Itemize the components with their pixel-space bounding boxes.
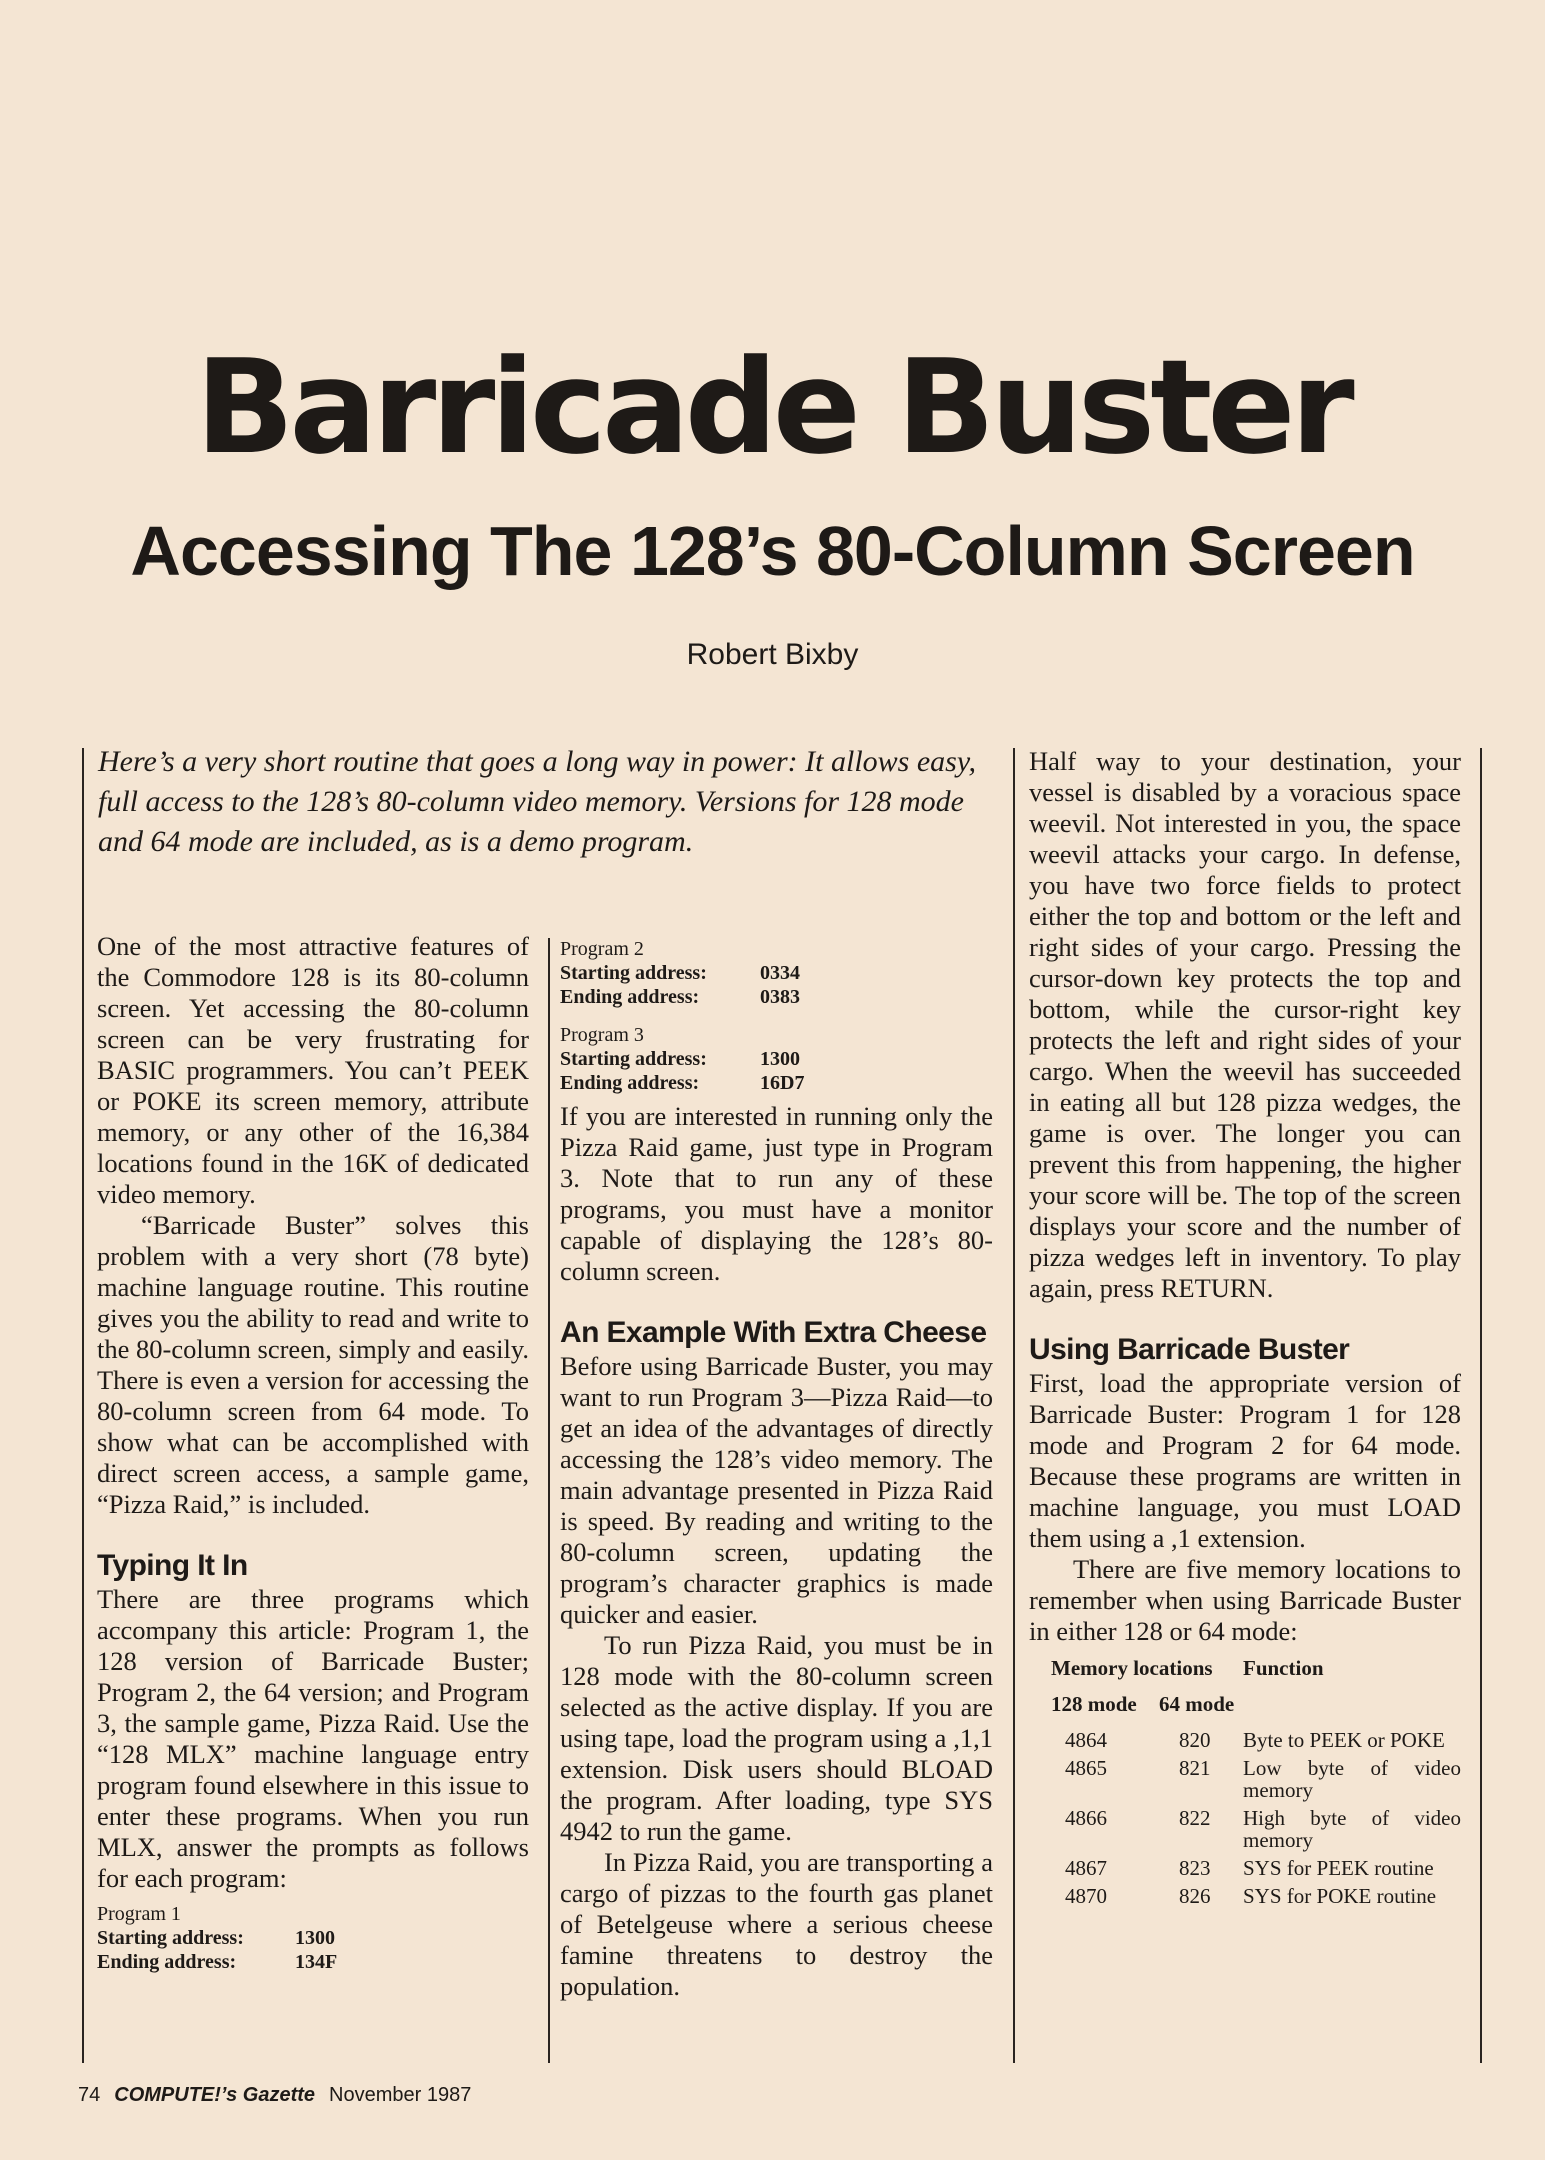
article-subtitle: Accessing The 128’s 80-Column Screen [130, 512, 1415, 590]
section-heading: Typing It In [97, 1549, 248, 1582]
program-1-info [97, 1902, 529, 1974]
far-right-rule [1480, 748, 1482, 2063]
cell-function: SYS for POKE routine [1243, 1884, 1437, 1908]
header-128-mode: 128 mode [1051, 1692, 1137, 1716]
cell-64: 821 [1179, 1756, 1211, 1780]
end-address: 0383 [760, 986, 800, 1008]
author-byline: Robert Bixby [686, 638, 859, 671]
end-label: Ending address: [560, 1072, 700, 1094]
cell-128: 4865 [1065, 1756, 1107, 1780]
start-label: Starting address: [97, 1927, 244, 1949]
start-label: Starting address: [560, 962, 707, 984]
article-title: Barricade Buster [195, 331, 1350, 483]
start-address: 1300 [295, 1927, 335, 1949]
cell-64: 823 [1179, 1856, 1211, 1880]
intro-deck: Here’s a very short routine that goes a long way in power: It allows easy, full access to the 128’s 80-column video memory. Versions for 128 mode and 64 mode are included, as is a demo program. [98, 745, 976, 858]
program-name: Program 2 [560, 938, 644, 960]
end-label: Ending address: [560, 986, 700, 1008]
paragraph: There are three programs which accompany this article: Program 1, the 128 version of Barricade Buster; Program 2, the 64 version; and Program 3, the sample game, Pizza Raid. Use the “128 MLX” machine language entry program found elsewhere in this issue to enter these programs. When you run MLX, answer the prompts as follows for each program: [97, 1584, 529, 1893]
program-3-info [560, 1023, 993, 1095]
start-address: 1300 [760, 1048, 800, 1070]
cell-64: 820 [1179, 1728, 1211, 1752]
end-address: 16D7 [760, 1072, 805, 1094]
program-name: Program 1 [97, 1903, 181, 1925]
cell-128: 4867 [1065, 1856, 1107, 1880]
cell-64: 826 [1179, 1884, 1211, 1908]
center-rule [548, 938, 550, 2063]
left-rule [82, 748, 84, 2063]
section-heading: Using Barricade Buster [1029, 1333, 1350, 1366]
column-1 [97, 931, 529, 1974]
end-label: Ending address: [97, 1951, 237, 1973]
header-64-mode: 64 mode [1159, 1692, 1235, 1716]
paragraph: To run Pizza Raid, you must be in 128 mode with the 80-column screen selected as the active display. If you are using tape, load the program using a ,1,1 extension. Disk users should BLOAD the program. After loading, type SYS 4942 to run the game. [560, 1630, 993, 1846]
paragraph: In Pizza Raid, you are transporting a cargo of pizzas to the fourth gas planet of Betelgeuse where a serious cheese famine threatens to destroy the population. [560, 1847, 993, 2001]
header-memory-locations: Memory locations [1051, 1656, 1213, 1680]
paragraph: There are five memory locations to remember when using Barricade Buster in either 128 or 64 mode: [1029, 1554, 1461, 1646]
end-address: 134F [295, 1951, 338, 1973]
cell-128: 4870 [1065, 1884, 1107, 1908]
table-row [1051, 1757, 1461, 1807]
table-row [1051, 1807, 1461, 1857]
header-function: Function [1243, 1656, 1324, 1680]
cell-function: SYS for PEEK routine [1243, 1856, 1434, 1880]
memory-locations-table [1051, 1657, 1461, 1913]
cell-function: Low byte of video memory [1243, 1756, 1461, 1802]
cell-128: 4866 [1065, 1806, 1107, 1830]
table-row [1051, 1885, 1461, 1913]
magazine-name: COMPUTE!’s Gazette [114, 2084, 316, 2106]
cell-128: 4864 [1065, 1728, 1107, 1752]
paragraph: Before using Barricade Buster, you may want to run Program 3—Pizza Raid—to get an idea of the advantages of directly accessing the 128’s video memory. The main advantage presented in Pizza Raid is speed. By reading and writing to the 80-column screen, updating the program’s character graphics is made quicker and easier. [560, 1351, 993, 1629]
program-name: Program 3 [560, 1024, 644, 1046]
issue-date: November 1987 [329, 2084, 472, 2106]
cell-function: Byte to PEEK or POKE [1243, 1728, 1445, 1752]
cell-function: High byte of video memory [1243, 1806, 1461, 1852]
start-label: Starting address: [560, 1048, 707, 1070]
column-2 [560, 937, 993, 2002]
column-3 [1029, 746, 1461, 1913]
paragraph: “Barricade Buster” solves this problem with a very short (78 byte) machine language routine. This routine gives you the ability to read and write to the 80-column screen, simply and easily. There is even a version for accessing the 80-column screen from 64 mode. To show what can be accomplished with direct screen access, a sample game, “Pizza Raid,” is included. [97, 1210, 529, 1519]
paragraph: If you are interested in running only the Pizza Raid game, just type in Program 3. Note that to run any of these programs, you must have a monitor capable of displaying the 128’s 80-column screen. [560, 1101, 993, 1286]
cell-64: 822 [1179, 1806, 1211, 1830]
page-footer [78, 2084, 471, 2107]
start-address: 0334 [760, 962, 800, 984]
page-number: 74 [78, 2084, 101, 2106]
right-rule [1013, 748, 1015, 2063]
paragraph: One of the most attractive features of the Commodore 128 is its 80-column screen. Yet accessing the 80-column screen can be very frustrating for BASIC programmers. You can’t PEEK or POKE its screen memory, attribute memory, or any other of the 16,384 locations found in the 16K of dedicated video memory. [97, 931, 529, 1209]
table-row [1051, 1857, 1461, 1885]
table-header-row [1051, 1657, 1461, 1693]
table-subheader-row [1051, 1693, 1461, 1729]
paragraph: Half way to your destination, your vessel is disabled by a voracious space weevil. Not interested in you, the space weevil attacks your cargo. In defense, you have two force fields to protect either the top and bottom or the left and right sides of your cargo. Pressing the cursor-down key protects the top and bottom, while the cursor-right key protects the left and right sides of your cargo. When the weevil has succeeded in eating all but 128 pizza wedges, the game is over. The longer you can prevent this from happening, the higher your score will be. The top of the screen displays your score and the number of pizza wedges left in inventory. To play again, press RETURN. [1029, 746, 1461, 1303]
section-heading: An Example With Extra Cheese [560, 1316, 987, 1349]
table-row [1051, 1729, 1461, 1757]
paragraph: First, load the appropriate version of Barricade Buster: Program 1 for 128 mode and Program 2 for 64 mode. Because these programs are written in machine language, you must LOAD them using a ,1 extension. [1029, 1368, 1461, 1553]
program-2-info [560, 937, 993, 1009]
